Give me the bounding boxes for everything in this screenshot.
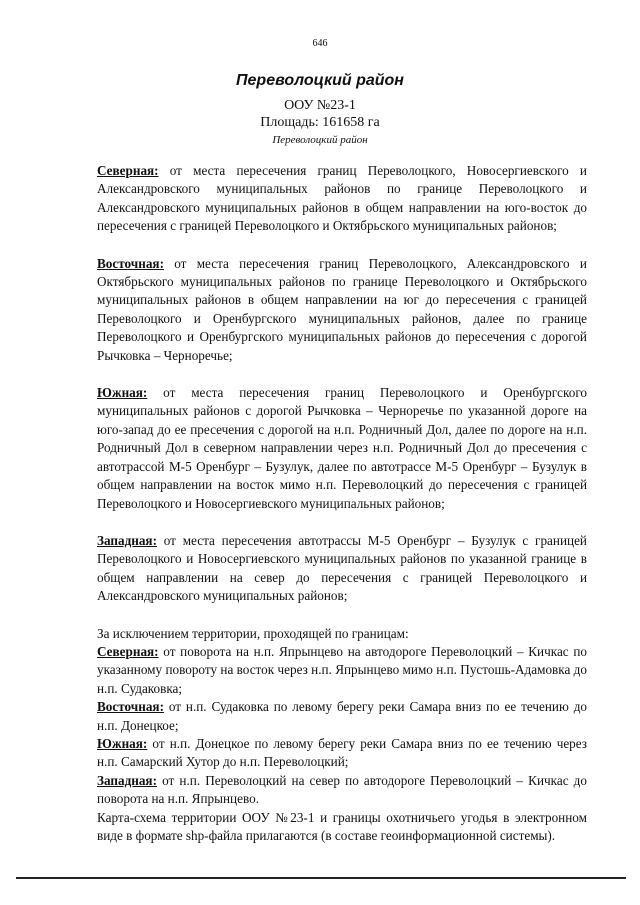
exclusion-label: Южная:: [97, 735, 148, 751]
boundary-south: [97, 384, 587, 513]
page-number: 646: [312, 38, 328, 49]
exclusion-text: от н.п. Судаковка по левому берегу реки Самара вниз по ее течению до н.п. Донецкое;: [97, 699, 587, 733]
exclusion-north: [97, 643, 587, 698]
exclusion-text: от н.п. Донецкое по левому берегу реки Самара вниз по ее течению через н.п. Самарский Хутор до н.п. Переволоцкий;: [97, 735, 587, 770]
exclusion-label: Северная:: [97, 643, 159, 659]
area-size: Площадь: 161658 га: [260, 115, 380, 130]
boundary-label: Северная:: [97, 163, 159, 178]
boundary-north: [97, 162, 587, 236]
boundary-text: от места пересечения границ Переволоцкого, Новосергиевского и Александровского муниципальных районов по границе Переволоцкого и Александровского муниципальных районов в общем направлении на юго-восток до пересечения с границей Переволоцкого и Октябрьского муниципальных районов;: [97, 163, 587, 234]
exclusion-south: [97, 735, 587, 772]
exclusion-label: Западная:: [97, 772, 157, 788]
boundary-label: Южная:: [97, 385, 148, 401]
exclusion-text: от н.п. Переволоцкий на север по автодороге Переволоцкий – Кичкас до поворота на н.п. Япрынцево.: [97, 772, 587, 807]
exclusion-label: Восточная:: [97, 699, 164, 715]
boundary-text: от места пересечения границ Переволоцкого и Оренбургского муниципальных районов с дорогой Рычковка – Черноречье по указанной дороге на юго-запад до ее пресечения с дорогой на н.п. Родничный Дол, далее по дороге на н.п. Родничный Дол в северном направлении через н.п. Родничный Дол до пресечения с автотрассой М-5 Оренбург – Бузулук, далее по автотрассе М-5 Оренбург – Бузулук в общем направлении на восток мимо н.п. Переволоцкий до пересечения с границей Переволоцкого и Новосергиевского муниципальных районов;: [97, 385, 587, 511]
boundary-text: от места пересечения автотрассы М-5 Оренбург – Бузулук с границей Переволоцкого и Новосергиевского муниципальных районов по указанной границе в общем направлении на север до пересечения с границей Переволоцкого и Александровского муниципальных районов;: [97, 532, 587, 604]
exclusion-east: [97, 698, 587, 735]
district-subtitle: Переволоцкий район: [272, 134, 368, 146]
bottom-divider: [16, 877, 626, 879]
boundary-text: от места пересечения границ Переволоцкого, Александровского и Октябрьского муниципальных районов по границе Переволоцкого и Октябрьского муниципальных районов в общем направлении на юг до пересечения с границей Переволоцкого и Оренбургского муниципальных районов, далее по границе Переволоцкого и Оренбургского муниципальных районов до пересечения с дорогой Рычковка – Черноречье;: [97, 255, 587, 363]
exclusion-text: от поворота на н.п. Япрынцево на автодороге Переволоцкий – Кичкас по указанному повороту на восток через н.п. Япрынцево мимо н.п. Пустошь-Адамовка до н.п. Судаковка;: [97, 643, 587, 696]
area-code: ООУ №23-1: [284, 98, 356, 113]
boundary-label: Западная:: [97, 532, 157, 548]
exclusion-intro: За исключением территории, проходящей по границам:: [97, 625, 409, 641]
document-body: [97, 162, 587, 845]
closing-paragraph: Карта-схема территории ООУ №23-1 и границы охотничьего угодья в электронном виде в формате shp-файла прилагаются (в составе геоинформационной системы).: [97, 809, 587, 843]
boundary-west: [97, 532, 587, 606]
boundary-east: [97, 255, 587, 365]
page-title: Переволоцкий район: [236, 72, 404, 89]
exclusion-west: [97, 772, 587, 809]
boundary-label: Восточная:: [97, 255, 164, 271]
